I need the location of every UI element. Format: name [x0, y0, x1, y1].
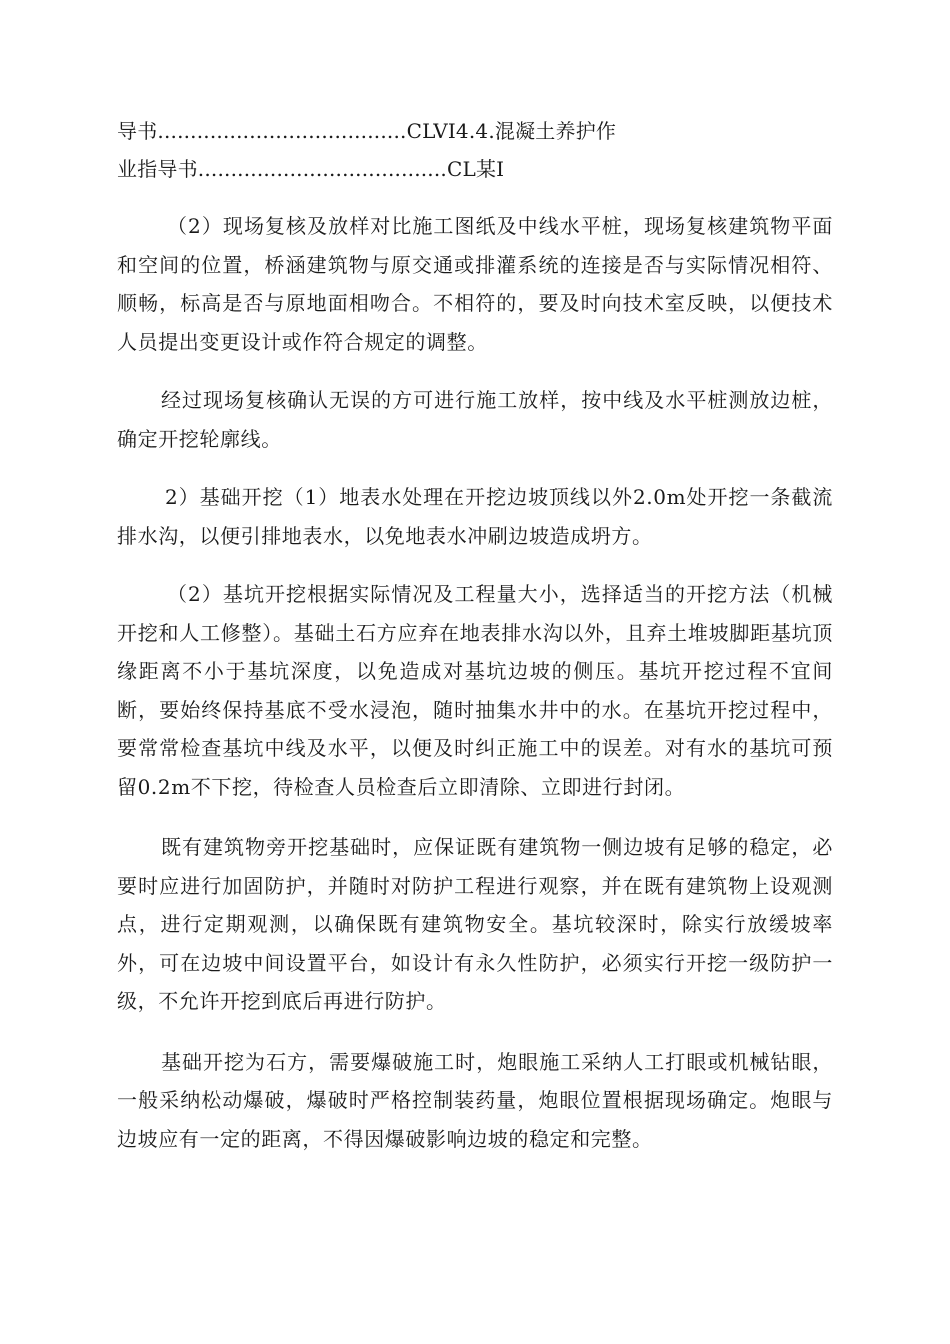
paragraph-surface-water: 2）基础开挖（1）地表水处理在开挖边坡顶线以外2.0m处开挖一条截流排水沟，以便引排地表水，以免地表水冲刷边坡造成坍方。 — [117, 485, 833, 548]
paragraph-site-review: （2）现场复核及放样对比施工图纸及中线水平桩，现场复核建筑物平面和空间的位置，桥涵建筑物与原交通或排灌系统的连接是否与实际情况相符、顺畅，标高是否与原地面相吻合。不相符的，要及时向技术室反映，以便技术人员提出变更设计或作符合规定的调整。 — [117, 214, 833, 354]
paragraph-existing-structures: 既有建筑物旁开挖基础时，应保证既有建筑物一侧边坡有足够的稳定，必要时应进行加固防护，并随时对防护工程进行观察，并在既有建筑物上设观测点，进行定期观测，以确保既有建筑物安全。基坑较深时，除实行放缓坡率外，可在边坡中间设置平台，如设计有永久性防护，必须实行开挖一级防护一级，不允许开挖到底后再进行防护。 — [117, 835, 833, 1013]
document-body — [117, 112, 833, 1158]
paragraph-setting-out: 经过现场复核确认无误的方可进行施工放样，按中线及水平桩测放边桩，确定开挖轮廓线。 — [117, 388, 833, 451]
toc-line-1: 导书......................................CLVI4.4.混凝土养护作 — [117, 119, 617, 143]
toc-line-2: 业指导书......................................CL某I — [117, 157, 505, 181]
paragraph-blasting: 基础开挖为石方，需要爆破施工时，炮眼施工采纳人工打眼或机械钻眼，一般采纳松动爆破，爆破时严格控制装药量，炮眼位置根据现场确定。炮眼与边坡应有一定的距离，不得因爆破影响边坡的稳定和完整。 — [117, 1049, 833, 1151]
paragraph-pit-excavation: （2）基坑开挖根据实际情况及工程量大小，选择适当的开挖方法（机械开挖和人工修整）。基础土石方应弃在地表排水沟以外，且弃土堆坡脚距基坑顶缘距离不小于基坑深度，以免造成对基坑边坡的侧压。基坑开挖过程不宜间断，要始终保持基底不受水浸泡，随时抽集水井中的水。在基坑开挖过程中，要常常检查基坑中线及水平，以便及时纠正施工中的误差。对有水的基坑可预留0.2m不下挖，待检查人员检查后立即清除、立即进行封闭。 — [117, 582, 833, 799]
